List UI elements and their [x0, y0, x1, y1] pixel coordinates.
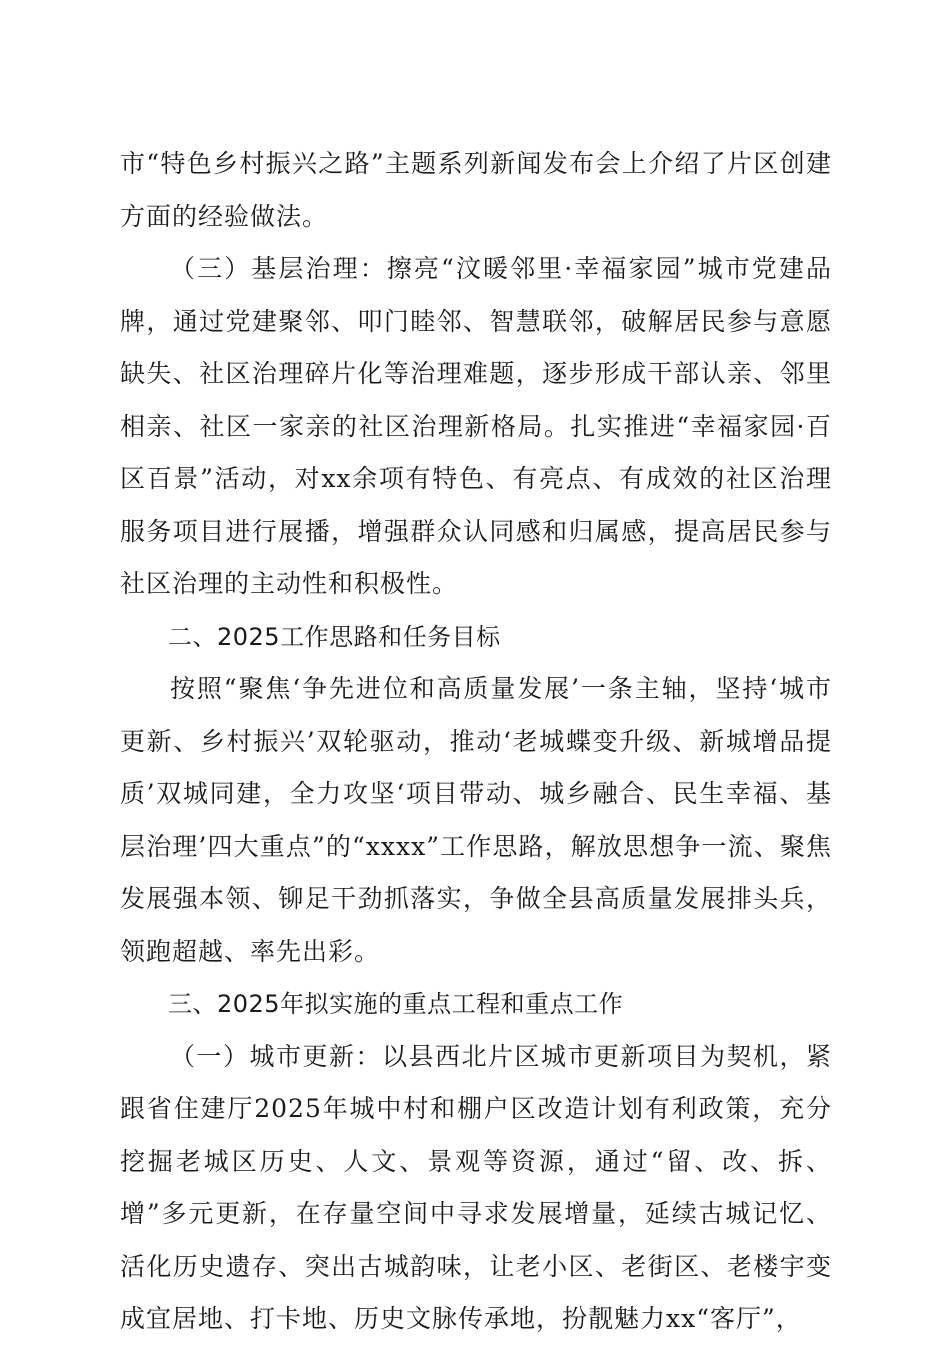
paragraph-work-approach: 按照“聚焦‘争先进位和高质量发展’一条主轴，坚持‘城市更新、乡村振兴’双轮驱动，推动‘老城蝶变升级、新城增品提质’双城同建，全力攻坚‘项目带动、城乡融合、民生幸福、基层治理’四大重点”的“xxxx”工作思路，解放思想争一流、聚焦发展强本领、铆足干劲抓落实，争做全县高质量发展排头兵，领跑超越、率先出彩。 — [120, 674, 832, 966]
document-body — [120, 138, 832, 1346]
section-heading-2: 二、2025工作思路和任务目标 — [168, 622, 501, 651]
section-heading-3: 三、2025年拟实施的重点工程和重点工作 — [168, 990, 624, 1018]
paragraph-continuation: 市“特色乡村振兴之路”主题系列新闻发布会上介绍了片区创建方面的经验做法。 — [120, 149, 832, 231]
paragraph-urban-renewal: （一）城市更新：以县西北片区城市更新项目为契机，紧跟省住建厅2025年城中村和棚户区改造计划有利政策，充分挖掘老城区历史、人文、景观等资源，通过“留、改、拆、增”多元更新，在存量空间中寻求发展增量，延续古城记忆、活化历史遗存、突出古城韵味，让老小区、老街区、老楼宇变成宜居地、打卡地、历史文脉传承地，扮靓魅力xx“客厅”， — [120, 1041, 832, 1333]
paragraph-grassroots-governance: （三）基层治理：擦亮“汶暖邻里·幸福家园”城市党建品牌，通过党建聚邻、叩门睦邻、智慧联邻，破解居民参与意愿缺失、社区治理碎片化等治理难题，逐步形成干部认亲、邻里相亲、社区一家亲的社区治理新格局。扎实推进“幸福家园·百区百景”活动，对xx余项有特色、有亮点、有成效的社区治理服务项目进行展播，增强群众认同感和归属感，提高居民参与社区治理的主动性和积极性。 — [120, 254, 832, 598]
